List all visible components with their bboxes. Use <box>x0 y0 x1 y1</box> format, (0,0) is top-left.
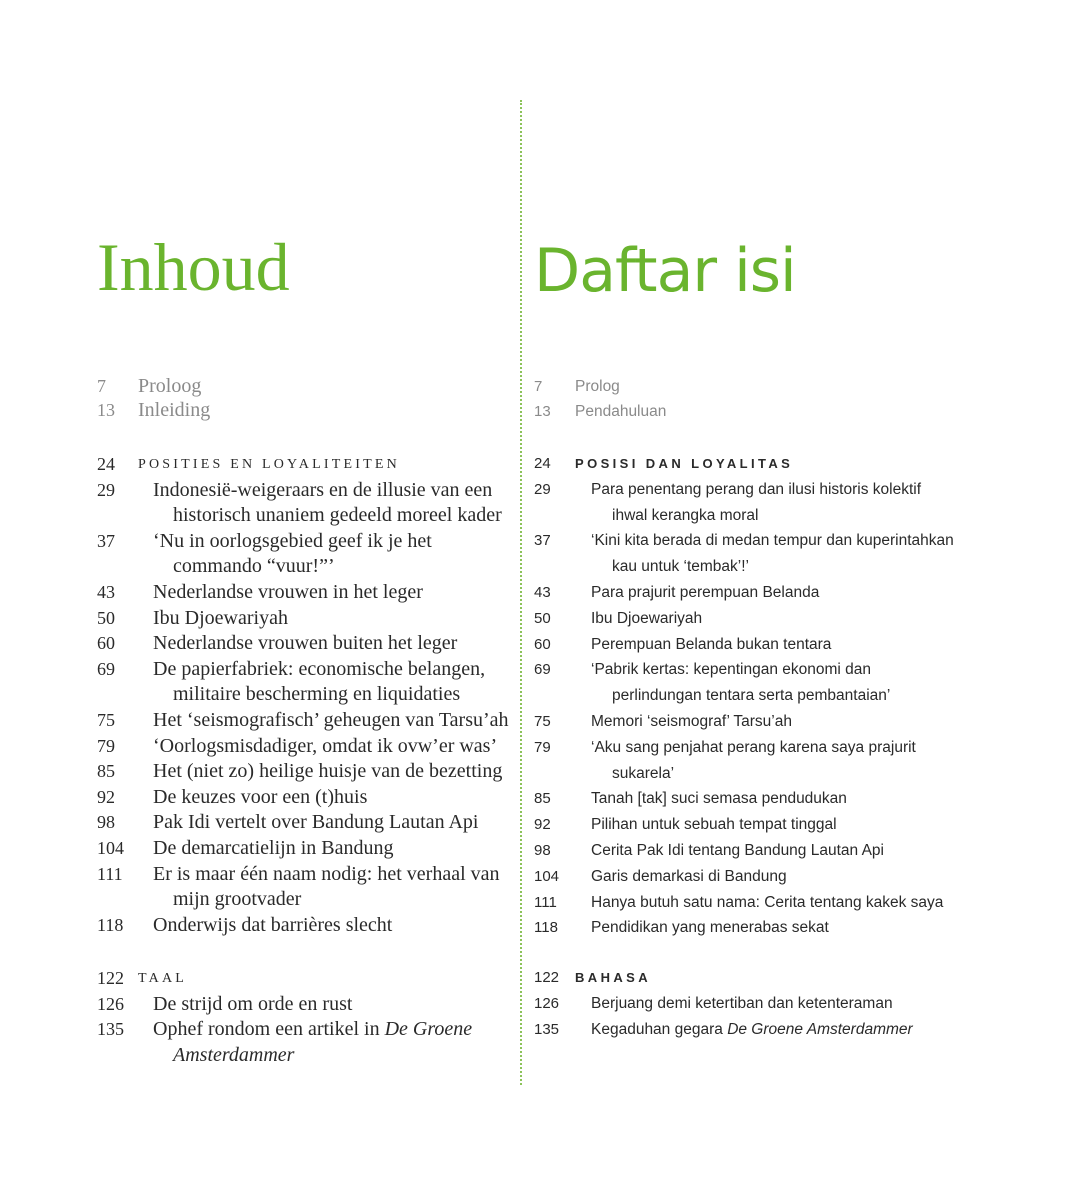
toc-entry[interactable] <box>534 709 954 735</box>
entry-title: Pendidikan yang menerabas sekat <box>591 919 829 937</box>
page-number: 118 <box>534 919 558 937</box>
page-number: 75 <box>534 712 551 730</box>
entry-title: Para penentang perang dan ilusi historis kolektif ihwal kerangka moral <box>591 480 922 524</box>
entry-title: Nederlandse vrouwen in het leger <box>153 580 423 603</box>
page-number: 69 <box>97 658 115 679</box>
page-number: 111 <box>97 863 123 884</box>
page-number: 75 <box>97 709 115 730</box>
entry-title <box>153 1017 512 1068</box>
entry-title: Perempuan Belanda bukan tentara <box>591 635 832 653</box>
toc-entry[interactable] <box>534 864 954 890</box>
toc-entry[interactable] <box>97 1017 512 1068</box>
part-one <box>534 451 954 941</box>
entry-title: Cerita Pak Idi tentang Bandung Lautan Api <box>591 841 884 859</box>
entry-title: Ibu Djoewariyah <box>591 609 703 627</box>
toc-entry[interactable] <box>97 374 512 398</box>
entry-title: Het ‘seismografisch’ geheugen van Tarsu’ah <box>153 708 509 731</box>
entry-title-italic: De Groene Amsterdammer <box>727 1020 913 1038</box>
page-number: 85 <box>97 761 115 782</box>
page-number: 24 <box>534 455 551 472</box>
toc-entry[interactable] <box>97 580 512 606</box>
entry-title: Onderwijs dat barrières slecht <box>153 913 393 936</box>
toc-entry[interactable] <box>97 606 512 632</box>
section-title: POSITIES EN LOYALITEITEN <box>138 457 400 472</box>
page-number: 92 <box>97 786 115 807</box>
page-number: 50 <box>534 609 551 627</box>
page-number: 43 <box>97 581 115 602</box>
entry-title-italic: De Groene Amsterdammer <box>173 1018 473 1066</box>
page-number: 122 <box>534 969 560 986</box>
section-title: TAAL <box>138 971 188 986</box>
page-number: 92 <box>534 816 551 834</box>
entry-title: Het (niet zo) heilige huisje van de bezetting <box>153 760 503 783</box>
entry-title: Pendahuluan <box>575 403 667 420</box>
section-heading[interactable] <box>534 451 954 477</box>
toc-entry[interactable] <box>534 786 954 812</box>
toc-entry[interactable] <box>534 374 954 399</box>
page-number: 98 <box>97 812 115 833</box>
page-number: 135 <box>534 1020 560 1038</box>
section-heading[interactable] <box>534 965 954 991</box>
entry-title <box>591 1017 954 1043</box>
toc-entry[interactable] <box>534 477 954 529</box>
part-two <box>534 965 954 1042</box>
entry-title: Inleiding <box>138 399 211 421</box>
entry-title: ‘Oorlogsmisdadiger, omdat ik ovw’er was’ <box>153 734 498 757</box>
page-number: 37 <box>534 532 551 550</box>
toc-entry[interactable] <box>534 580 954 606</box>
part-two <box>97 966 512 1068</box>
entry-title: ‘Aku sang penjahat perang karena saya prajurit sukarela’ <box>591 738 916 782</box>
toc-entry[interactable] <box>534 812 954 838</box>
part-one <box>97 452 512 938</box>
section-title: POSISI DAN LOYALITAS <box>575 456 794 471</box>
page-number: 29 <box>534 480 551 498</box>
toc-entry[interactable] <box>97 398 512 422</box>
toc-entry[interactable] <box>97 529 512 580</box>
page-number: 104 <box>534 867 560 885</box>
toc-entry[interactable] <box>534 890 954 916</box>
page-number: 13 <box>534 403 551 420</box>
page-number: 7 <box>97 376 106 396</box>
toc-title: Inhoud <box>97 229 290 305</box>
toc-entry[interactable] <box>534 528 954 580</box>
section-heading[interactable] <box>97 966 512 992</box>
toc-entry[interactable] <box>534 657 954 709</box>
entry-title: ‘Kini kita berada di medan tempur dan kuperintahkan kau untuk ‘tembak’!’ <box>591 532 954 576</box>
entry-title: De papierfabriek: economische belangen, militaire bescherming en liquidaties <box>153 657 486 706</box>
entry-title: Proloog <box>138 375 202 397</box>
entry-title: De demarcatielijn in Bandung <box>153 836 394 859</box>
toc-entry[interactable] <box>97 631 512 657</box>
entry-title: Indonesië-weigeraars en de illusie van een historisch unaniem gedeeld moreel kader <box>153 478 502 527</box>
page-number: 7 <box>534 378 543 395</box>
page-number: 69 <box>534 661 551 679</box>
page-number: 104 <box>97 837 124 858</box>
page-number: 13 <box>97 400 115 420</box>
toc-entry[interactable] <box>97 478 512 529</box>
toc-entry[interactable] <box>97 657 512 708</box>
toc-entry[interactable] <box>97 810 512 836</box>
toc-entry[interactable] <box>534 632 954 658</box>
toc-entry[interactable] <box>534 399 954 424</box>
page-number: 85 <box>534 790 551 808</box>
entry-title: ‘Nu in oorlogsgebied geef ik je het commando “vuur!”’ <box>153 529 432 578</box>
entry-title: Garis demarkasi di Bandung <box>591 867 787 885</box>
page-number: 118 <box>97 914 124 935</box>
page-number: 79 <box>97 735 115 756</box>
page-number: 29 <box>97 479 115 500</box>
entry-title: Prolog <box>575 378 620 395</box>
entry-title: Hanya butuh satu nama: Cerita tentang kakek saya <box>591 893 944 911</box>
front-matter <box>534 374 954 424</box>
entry-title: ‘Pabrik kertas: kepentingan ekonomi dan perlindungan tentara serta pembantaian’ <box>591 661 891 705</box>
column-divider <box>520 100 522 1085</box>
entry-title: Ibu Djoewariyah <box>153 606 288 629</box>
entry-title: Nederlandse vrouwen buiten het leger <box>153 632 458 655</box>
entry-title: De keuzes voor een (t)huis <box>153 785 368 808</box>
toc-entry[interactable] <box>97 913 512 939</box>
toc-entry[interactable] <box>97 734 512 760</box>
entry-title-text: Ophef rondom een artikel in <box>153 1018 385 1041</box>
toc-entry[interactable] <box>534 735 954 787</box>
toc-entry[interactable] <box>534 606 954 632</box>
entry-title: Pak Idi vertelt over Bandung Lautan Api <box>153 811 479 834</box>
page-number: 135 <box>97 1019 124 1040</box>
page-number: 126 <box>534 994 560 1012</box>
front-matter <box>97 374 512 422</box>
section-title: BAHASA <box>575 970 652 985</box>
entry-title: Tanah [tak] suci semasa pendudukan <box>591 790 847 808</box>
section-heading[interactable] <box>97 452 512 478</box>
toc-entry[interactable] <box>534 838 954 864</box>
entry-title: Berjuang demi ketertiban dan ketenteraman <box>591 994 893 1012</box>
page-number: 43 <box>534 583 551 601</box>
page-number: 60 <box>97 633 115 654</box>
page-number: 122 <box>97 968 124 988</box>
toc-entry[interactable] <box>97 759 512 785</box>
page-number: 126 <box>97 993 124 1014</box>
toc-entry[interactable] <box>534 915 954 941</box>
toc-entry[interactable] <box>97 862 512 913</box>
page-number: 98 <box>534 841 551 859</box>
entry-title: Para prajurit perempuan Belanda <box>591 583 820 601</box>
page-number: 24 <box>97 454 115 474</box>
page-number: 79 <box>534 738 551 756</box>
entry-title: Memori ‘seismograf’ Tarsu’ah <box>591 712 792 730</box>
toc-entry[interactable] <box>97 708 512 734</box>
entry-title: Er is maar één naam nodig: het verhaal van mijn grootvader <box>153 862 500 911</box>
page-number: 111 <box>534 893 557 911</box>
toc-title: Daftar isi <box>534 236 796 306</box>
toc-entry[interactable] <box>97 992 512 1018</box>
entry-title: De strijd om orde en rust <box>153 992 353 1015</box>
entry-title: Pilihan untuk sebuah tempat tinggal <box>591 816 837 834</box>
toc-entry[interactable] <box>97 836 512 862</box>
toc-entry[interactable] <box>534 991 954 1017</box>
entry-title-text: Kegaduhan gegara <box>591 1020 728 1038</box>
toc-entry[interactable] <box>97 785 512 811</box>
page-number: 37 <box>97 530 115 551</box>
page-number: 50 <box>97 607 115 628</box>
toc-entry[interactable] <box>534 1017 954 1043</box>
page-number: 60 <box>534 635 551 653</box>
